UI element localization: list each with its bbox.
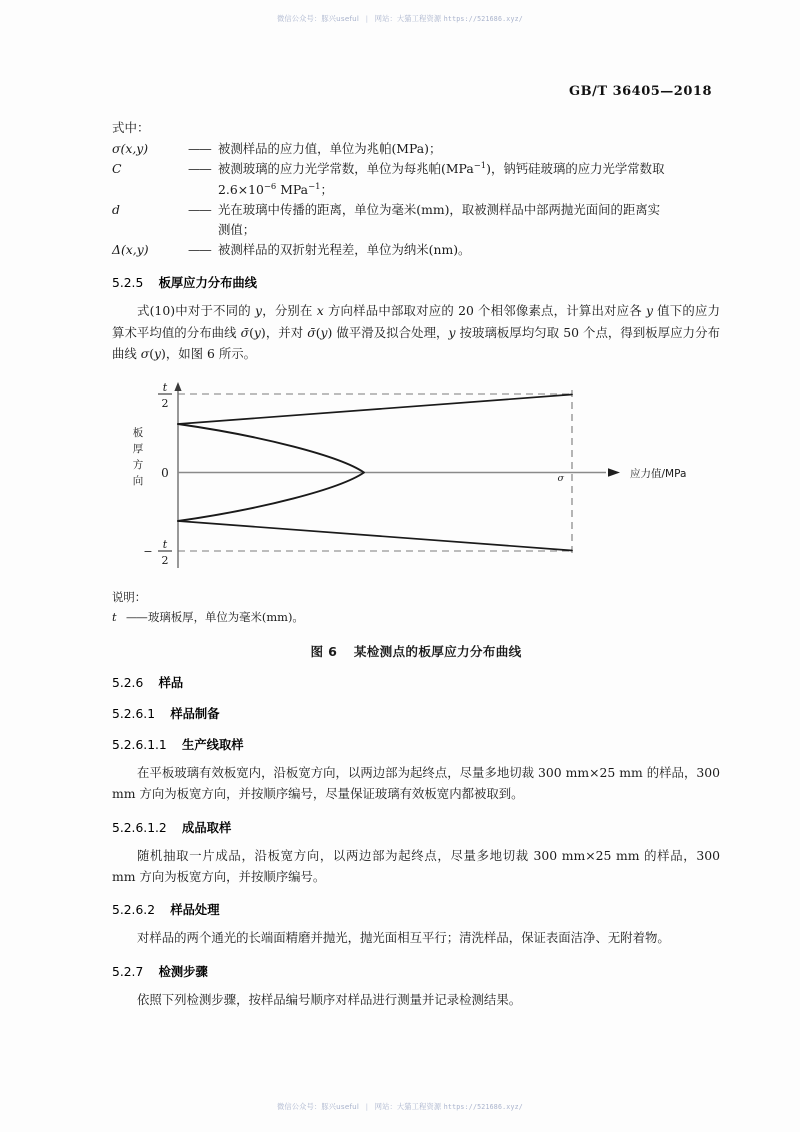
section-heading-5-2-6-1-2 [112,818,720,836]
paragraph-5-2-6-1-2: 随机抽取一片成品，沿板宽方向，以两边部为起终点，尽量多地切裁 300 mm×25 mm 的样品，300 mm 方向为板宽方向，并按顺序编号。 [112,847,720,884]
figure-note-row [112,608,720,627]
section-heading-5-2-7 [112,962,720,980]
section-heading-5-2-5 [112,273,720,291]
section-heading-5-2-6-1-1 [112,735,720,753]
standard-code-header: GB/T 36405—2018 [569,84,712,99]
formula-dash: —— [188,161,211,177]
y-tick-top-numerator: t [162,381,168,395]
formula-key-row [112,200,720,220]
section-number: 5.2.6.1 [112,706,156,721]
watermark-top [0,14,800,24]
watermark-site: 网站：大猫工程资源 [374,1102,442,1111]
section-title: 成品取样 [182,820,232,835]
y-axis-arrow-icon [174,382,181,391]
figure-notes [112,588,720,627]
formula-definition-continued: 测值； [218,222,256,237]
section-title: 检测步骤 [158,964,208,979]
formula-key-lead: 式中： [112,120,150,135]
y-axis-label [133,426,144,487]
document-body [112,118,720,1010]
watermark-site: 网站：大猫工程资源 [374,14,442,23]
section-heading-5-2-6 [112,673,720,691]
y-axis-label-char: 板 [132,427,144,440]
paragraph-5-2-7: 依照下列检测步骤，按样品编号顺序对样品进行测量并记录检测结果。 [137,991,522,1007]
formula-dash: —— [188,242,211,258]
section-number: 5.2.6 [112,675,144,690]
y-tick-bottom-denominator: 2 [161,554,169,568]
watermark-separator: | [365,14,369,23]
formula-key-row [112,159,720,179]
section-title: 生产线取样 [182,737,244,752]
watermark-wechat: 微信公众号：豚兴useful [277,14,360,23]
formula-symbol: σ(x,y) [112,141,149,157]
y-tick-zero: 0 [161,466,169,481]
section-title: 样品处理 [170,903,220,918]
x-axis-arrow-icon [608,468,620,477]
y-axis-label-char: 厚 [132,443,144,456]
section-number: 5.2.6.2 [112,903,156,918]
watermark-separator: | [365,1102,369,1111]
formula-definition: 被测样品的应力值，单位为兆帕(MPa)； [218,141,442,157]
section-number: 5.2.5 [112,276,144,291]
y-tick-bottom-sign: − [143,545,153,559]
section-heading-5-2-6-1 [112,704,720,722]
section-number: 5.2.6.1.2 [112,820,167,835]
y-axis-label-char: 方 [132,459,144,472]
y-tick-top [158,381,172,410]
formula-symbol: d [112,201,120,217]
watermark-wechat: 微信公众号：豚兴useful [277,1102,360,1111]
stress-distribution-chart [112,378,720,578]
figure-caption-number: 图 6 [310,643,338,659]
figure-caption [112,641,720,660]
curve-lower-envelope [178,521,572,551]
formula-definition-continued: $2.6\times 10^{-6}$ MPa$^{-1}$； [218,180,333,197]
figure-note-symbol: t [112,609,117,624]
paragraph-5-2-5: 式(10)中对于不同的 y，分别在 x 方向样品中部取对应的 20 个相邻像素点，计算出对应各 y 值下的应力算术平均值的分布曲线 σ̄(y)，并对 σ̄(y) 做平滑及拟合处理，y 按玻璃板厚均匀取 50 个点，得到板厚应力分布曲线 σ(y)，如图 6 所示。 [112,303,720,361]
formula-symbol: Δ(x,y) [112,242,149,258]
figure-6 [112,378,720,578]
section-title: 样品 [158,675,184,690]
watermark-url: https://521686.xyz/ [443,1103,523,1111]
formula-definition: 被测样品的双折射光程差，单位为纳米(nm)。 [218,242,471,258]
watermark-bottom [0,1102,800,1112]
curve-upper-envelope [178,395,572,425]
formula-key-row [112,139,720,159]
paragraph-5-2-6-1-1: 在平板玻璃有效板宽内，沿板宽方向，以两边部为起终点，尽量多地切裁 300 mm×25 mm 的样品，300 mm 方向为板宽方向，并按顺序编号，尽量保证玻璃有效板宽内都被取到。 [112,764,720,802]
sigma-marker-label: σ [557,473,564,485]
y-axis-label-char: 向 [132,475,144,488]
section-number: 5.2.6.1.1 [112,737,167,752]
figure-caption-title: 某检测点的板厚应力分布曲线 [353,643,522,659]
formula-definition: 被测玻璃的应力光学常数，单位为每兆帕(MPa$^{-1}$)，钠钙硅玻璃的应力光学常数取 [218,160,665,177]
figure-note-text: 玻璃板厚，单位为毫米(mm)。 [148,609,304,624]
formula-dash: —— [188,141,211,157]
y-tick-top-denominator: 2 [161,397,169,411]
section-heading-5-2-6-2 [112,900,720,918]
formula-key-row [112,240,720,260]
paragraph-5-2-6-2: 对样品的两个通光的长端面精磨并抛光，抛光面相互平行；清洗样品，保证表面洁净、无附着物。 [137,930,670,946]
formula-key-list [112,139,720,260]
x-axis-label: 应力值/MPa [630,468,687,481]
figure-notes-lead: 说明： [112,590,147,605]
y-tick-bottom [143,538,172,567]
section-number: 5.2.7 [112,964,144,979]
watermark-url: https://521686.xyz/ [443,15,523,23]
y-tick-bottom-numerator: t [162,538,168,552]
formula-dash: —— [188,201,211,217]
formula-symbol: C [112,161,122,177]
section-title: 板厚应力分布曲线 [158,276,257,291]
figure-note-dash: —— [126,609,147,624]
formula-definition: 光在玻璃中传播的距离，单位为毫米(mm)，取被测样品中部两抛光面间的距离实 [218,201,661,217]
section-title: 样品制备 [170,706,220,721]
